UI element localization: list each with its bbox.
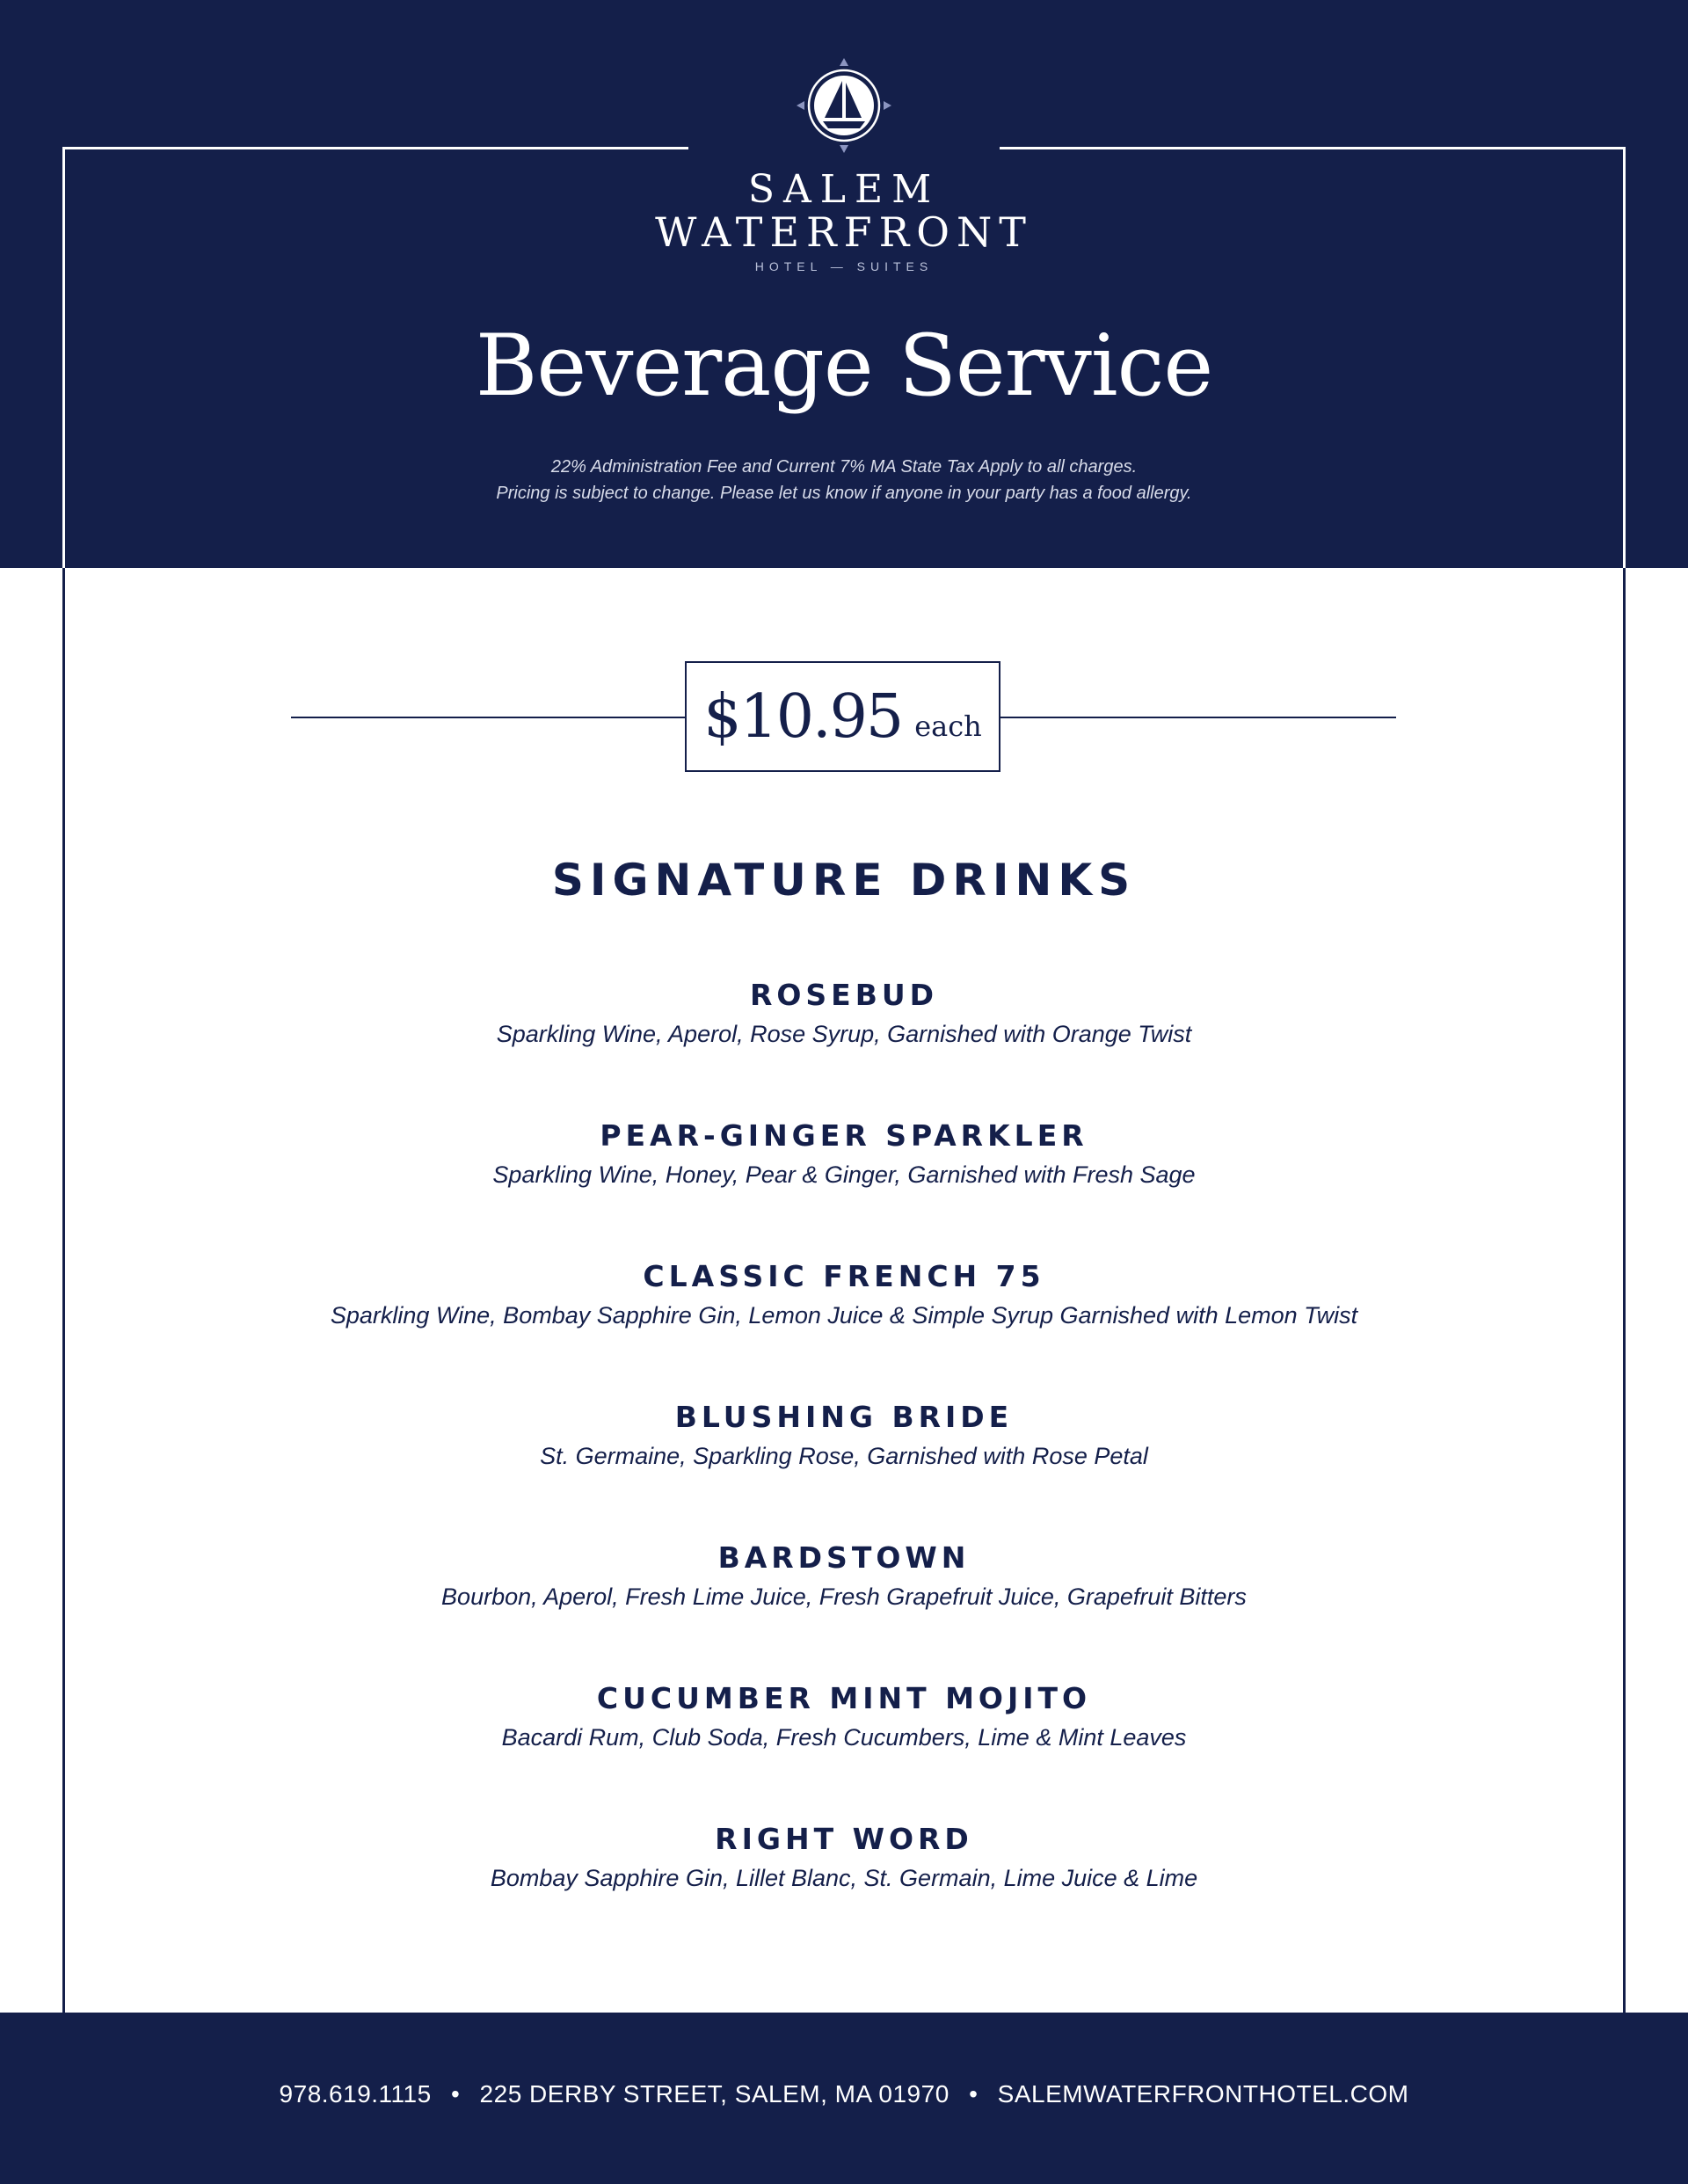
brand-logo <box>0 55 1688 283</box>
drink-description: Bacardi Rum, Club Soda, Fresh Cucumbers, Lime & Mint Leaves <box>501 1724 1187 1751</box>
drink-name: CUCUMBER MINT MOJITO <box>596 1681 1092 1715</box>
drink-item <box>0 976 1688 1050</box>
price-box <box>685 661 1000 772</box>
drink-item <box>0 1820 1688 1894</box>
drink-name: PEAR-GINGER SPARKLER <box>600 1118 1088 1153</box>
footer-address: 225 DERBY STREET, SALEM, MA 01970 <box>479 2080 950 2108</box>
footer-website: SALEMWATERFRONTHOTEL.COM <box>997 2080 1409 2108</box>
drink-item <box>0 1257 1688 1331</box>
drink-name: CLASSIC FRENCH 75 <box>643 1259 1045 1293</box>
price-unit: each <box>914 710 982 743</box>
footer-phone: 978.619.1115 <box>279 2080 432 2108</box>
drink-description: St. Germaine, Sparkling Rose, Garnished with Rose Petal <box>540 1443 1148 1469</box>
brand-line-2: WATERFRONT <box>655 208 1033 256</box>
footer-separator: • <box>969 2080 979 2108</box>
drink-item <box>0 1679 1688 1753</box>
drink-name: ROSEBUD <box>749 978 939 1012</box>
drink-item <box>0 1539 1688 1613</box>
drink-name: RIGHT WORD <box>715 1822 973 1856</box>
drink-name: BLUSHING BRIDE <box>674 1400 1014 1434</box>
drink-description: Sparkling Wine, Honey, Pear & Ginger, Garnished with Fresh Sage <box>492 1161 1196 1188</box>
drink-item <box>0 1117 1688 1190</box>
drink-description: Sparkling Wine, Aperol, Rose Syrup, Garnished with Orange Twist <box>496 1021 1192 1047</box>
drink-description: Sparkling Wine, Bombay Sapphire Gin, Lemon Juice & Simple Syrup Garnished with Lemon Twist <box>330 1302 1358 1329</box>
brand-subline: HOTEL — SUITES <box>754 259 934 273</box>
allergy-notice: Pricing is subject to change. Please let us know if anyone in your party has a food allergy. <box>496 484 1192 503</box>
sailboat-compass-icon <box>791 55 897 160</box>
drink-name: BARDSTOWN <box>717 1540 971 1575</box>
price-amount: $10.95 <box>703 681 903 752</box>
drink-item <box>0 1398 1688 1472</box>
footer-separator: • <box>450 2080 461 2108</box>
drink-description: Bombay Sapphire Gin, Lillet Blanc, St. Germain, Lime Juice & Lime <box>490 1865 1198 1891</box>
price-rule-left <box>291 717 685 718</box>
fee-notice: 22% Administration Fee and Current 7% MA State Tax Apply to all charges. <box>550 457 1138 477</box>
section-title: SIGNATURE DRINKS <box>551 855 1137 906</box>
footer-contact <box>0 2080 1688 2108</box>
drink-description: Bourbon, Aperol, Fresh Lime Juice, Fresh Grapefruit Juice, Grapefruit Bitters <box>441 1583 1247 1610</box>
brand-line-1: SALEM <box>747 167 941 212</box>
price-rule-right <box>1000 717 1396 718</box>
page-title: Beverage Service <box>475 317 1213 415</box>
